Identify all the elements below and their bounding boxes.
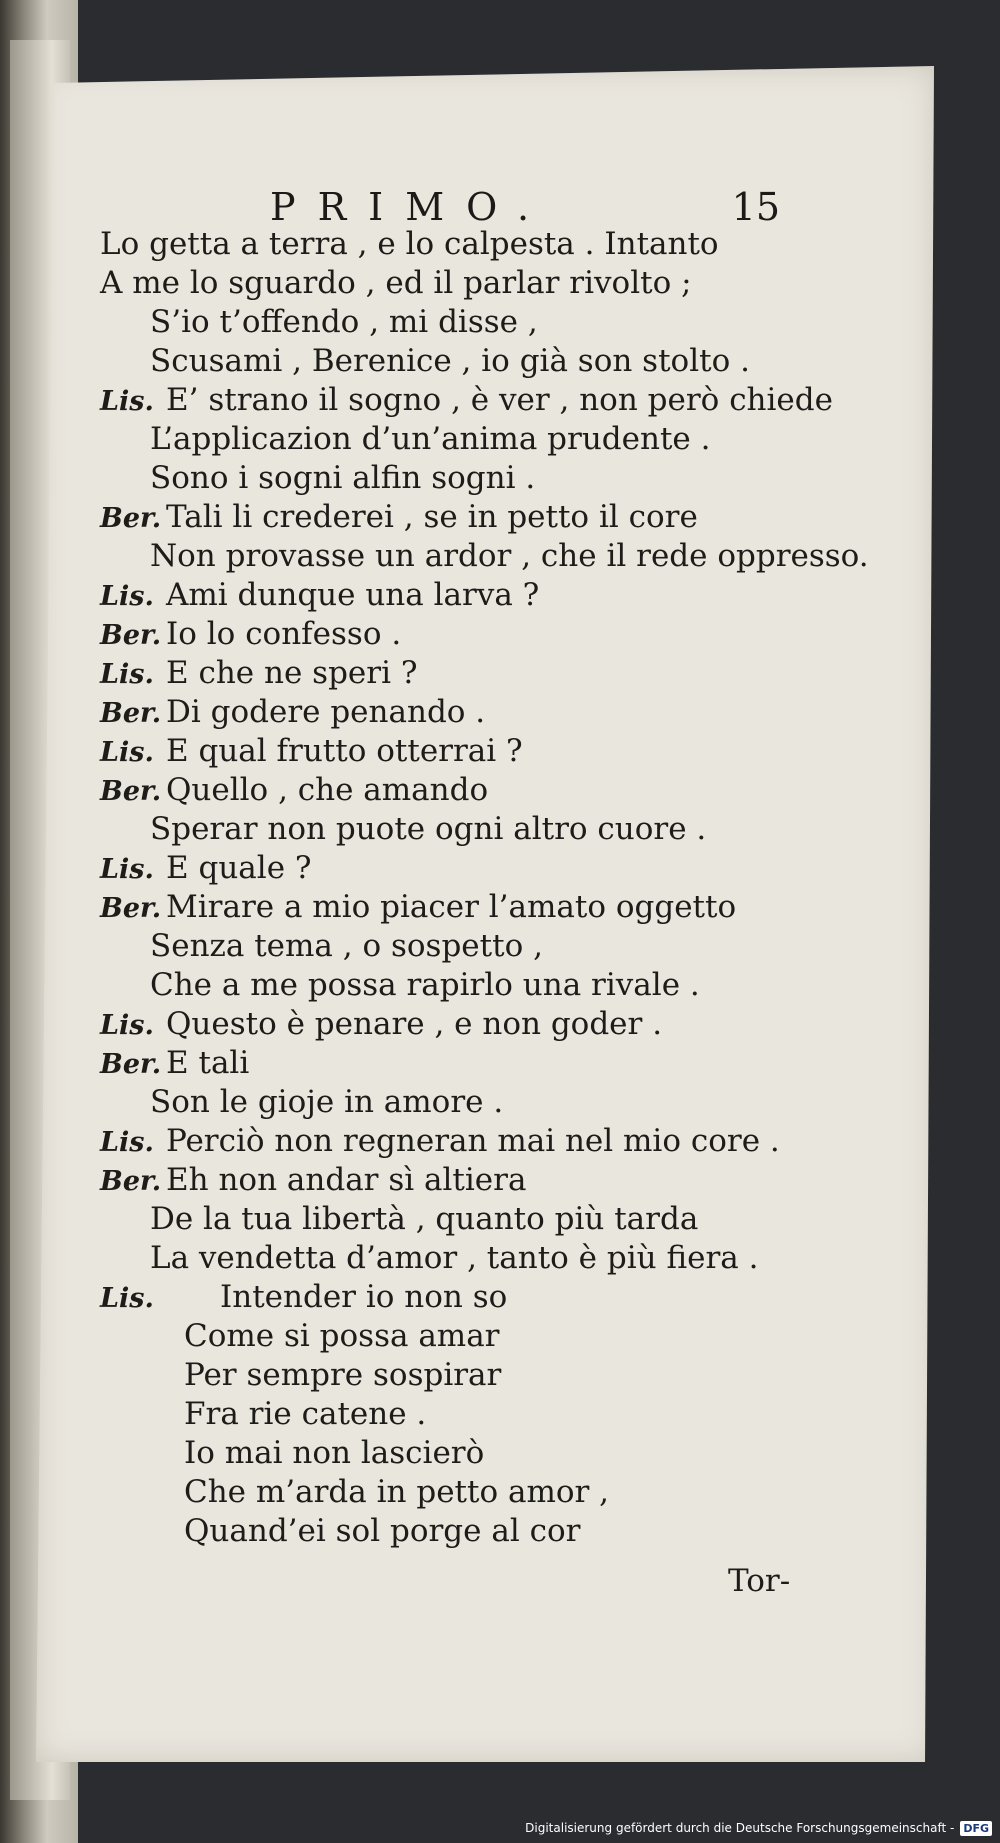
speaker-label: Lis. — [100, 386, 154, 417]
verse-text: La vendetta d’amor , tanto è più fiera . — [150, 1240, 759, 1276]
verse-text: Sono i sogni alfin sogni . — [150, 460, 536, 496]
footer-text: Digitalisierung gefördert durch die Deutsche Forschungsgemeinschaft - — [525, 1821, 955, 1835]
verse-text: Lo getta a terra , e lo calpesta . Intanto — [100, 226, 719, 262]
verse-text: Intender io non so — [220, 1279, 508, 1315]
verse-line — [100, 1278, 860, 1317]
verse-text: Eh non andar sì altiera — [166, 1162, 527, 1198]
verse-line — [100, 810, 860, 849]
verse-line — [100, 225, 860, 264]
speaker-label: Lis. — [100, 737, 154, 768]
verse-text: Senza tema , o sospetto , — [150, 928, 543, 964]
verse-text: Che m’arda in petto amor , — [184, 1474, 610, 1510]
verse-line — [100, 1083, 860, 1122]
verse-line — [100, 303, 860, 342]
digitization-footer — [525, 1819, 992, 1837]
verse-line — [100, 459, 860, 498]
verse-line — [100, 1122, 860, 1161]
verse-line — [100, 849, 860, 888]
verse-text: Questo è penare , e non goder . — [166, 1006, 663, 1042]
verse-line — [100, 1356, 860, 1395]
verse-text: L’applicazion d’un’anima prudente . — [150, 421, 711, 457]
verse-line — [100, 1005, 860, 1044]
verse-line — [100, 966, 860, 1005]
verse-text: Non provasse un ardor , che il rede oppresso. — [150, 538, 869, 574]
verse-text: E’ strano il sogno , è ver , non però chiede — [166, 382, 833, 418]
verse-line — [100, 537, 869, 576]
speaker-label: Lis. — [100, 1010, 154, 1041]
speaker-label: Ber. — [100, 776, 162, 807]
verse-line — [100, 1044, 860, 1083]
verse-text: A me lo sguardo , ed il parlar rivolto ; — [100, 265, 692, 301]
page-header — [270, 185, 780, 229]
dfg-logo: DFG — [960, 1821, 992, 1836]
verse-text: De la tua libertà , quanto più tarda — [150, 1201, 699, 1237]
verse-line — [100, 693, 860, 732]
verse-line — [100, 1395, 860, 1434]
verse-text: S’io t’offendo , mi disse , — [150, 304, 538, 340]
verse-text: Son le gioje in amore . — [150, 1084, 504, 1120]
speaker-label: Ber. — [100, 503, 162, 534]
verse-text: Di godere penando . — [166, 694, 486, 730]
verse-text: E qual frutto otterrai ? — [166, 733, 523, 769]
verse-text: E tali — [166, 1045, 250, 1081]
verse-text: Io lo confesso . — [166, 616, 402, 652]
catchword: Tor- — [728, 1563, 791, 1599]
verse-line — [100, 1239, 860, 1278]
verse-line — [100, 1473, 860, 1512]
verse-text: Quand’ei sol porge al cor — [184, 1513, 581, 1549]
verse-line — [100, 1200, 860, 1239]
verse-text: Che a me possa rapirlo una rivale . — [150, 967, 700, 1003]
verse-line — [100, 1512, 860, 1551]
verse-text: E che ne speri ? — [166, 655, 418, 691]
verse-text: Io mai non lascierò — [184, 1435, 485, 1471]
verse-line — [100, 654, 860, 693]
verse-line — [100, 342, 860, 381]
verse-line — [100, 1161, 860, 1200]
speaker-label: Ber. — [100, 1049, 162, 1080]
verse-line — [100, 1317, 860, 1356]
running-title: PRIMO. — [270, 185, 552, 229]
verse-line — [100, 264, 860, 303]
speaker-label: Lis. — [100, 581, 154, 612]
verse-line — [100, 1434, 860, 1473]
verse-line — [100, 927, 860, 966]
verse-text: Fra rie catene . — [184, 1396, 427, 1432]
verse-line — [100, 732, 860, 771]
verse-line — [100, 771, 860, 810]
speaker-label: Lis. — [100, 1283, 154, 1314]
verse-text: Come si possa amar — [184, 1318, 500, 1354]
verse-text: Scusami , Berenice , io già son stolto . — [150, 343, 750, 379]
verse-text: Mirare a mio piacer l’amato oggetto — [166, 889, 737, 925]
verse-line — [100, 420, 860, 459]
speaker-label: Lis. — [100, 1127, 154, 1158]
verse-text: Per sempre sospirar — [184, 1357, 502, 1393]
verse-line — [100, 498, 860, 537]
speaker-label: Ber. — [100, 893, 162, 924]
verse-line — [100, 381, 860, 420]
verse-text: Tali li crederei , se in petto il core — [166, 499, 698, 535]
verse-text: Ami dunque una larva ? — [166, 577, 540, 613]
speaker-label: Lis. — [100, 854, 154, 885]
verse-line — [100, 615, 860, 654]
verse-text: Perciò non regneran mai nel mio core . — [166, 1123, 780, 1159]
speaker-label: Lis. — [100, 659, 154, 690]
text-block — [100, 225, 869, 1551]
page-number: 15 — [731, 185, 780, 229]
speaker-label: Ber. — [100, 698, 162, 729]
speaker-label: Ber. — [100, 1166, 162, 1197]
verse-line — [100, 576, 860, 615]
verse-text: Sperar non puote ogni altro cuore . — [150, 811, 707, 847]
verse-line — [100, 888, 860, 927]
speaker-label: Ber. — [100, 620, 162, 651]
verse-text: E quale ? — [166, 850, 312, 886]
verse-text: Quello , che amando — [166, 772, 489, 808]
